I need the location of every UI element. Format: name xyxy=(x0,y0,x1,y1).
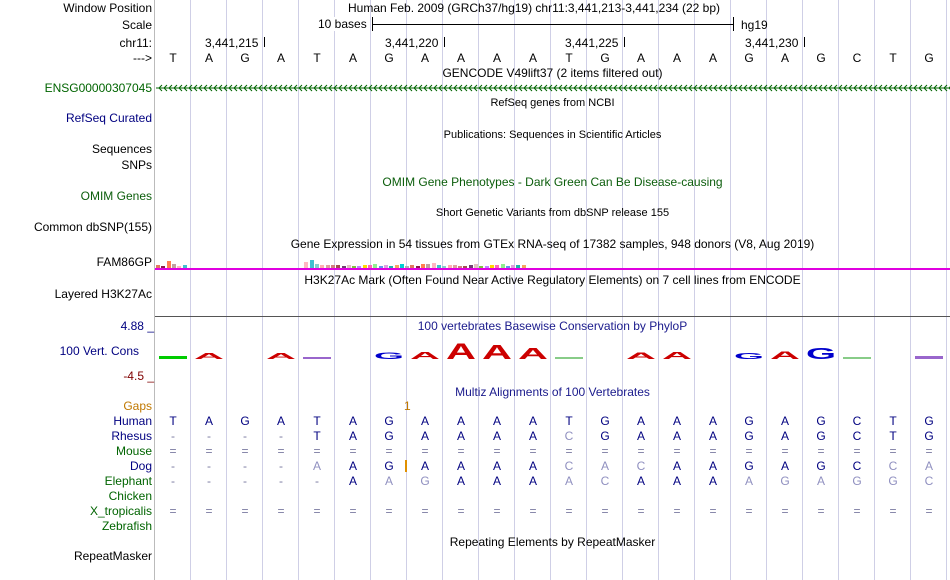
window-position-text: Human Feb. 2009 (GRCh37/hg19) chr11:3,441,213-3,441,234 (22 bp) xyxy=(348,1,721,15)
phylop-title: 100 vertebrates Basewise Conservation by PhyloP xyxy=(417,319,688,333)
sequence-base: A xyxy=(672,51,681,65)
sequence-base: A xyxy=(780,51,789,65)
alignment-base: = xyxy=(889,504,897,518)
alignment-base: = xyxy=(421,504,429,518)
gencode-label[interactable]: ENSG00000307045 xyxy=(44,81,152,95)
sequence-base: G xyxy=(744,51,754,65)
sequence-base: G xyxy=(816,51,826,65)
publications-label[interactable]: Sequences xyxy=(91,142,152,156)
gencode-gene-feature[interactable] xyxy=(156,82,950,94)
alignment-base: = xyxy=(529,444,537,458)
alignment-base: A xyxy=(348,474,357,488)
alignment-base: = xyxy=(349,504,357,518)
species-label[interactable]: X_tropicalis xyxy=(89,504,152,518)
alignment-base: A xyxy=(780,414,789,428)
alignment-base: - xyxy=(207,429,211,443)
alignment-base: G xyxy=(816,459,826,473)
sequence-base: A xyxy=(492,51,501,65)
alignment-base: A xyxy=(528,429,537,443)
alignment-base: G xyxy=(744,414,754,428)
alignment-base: = xyxy=(853,444,861,458)
alignment-base: G xyxy=(600,414,610,428)
alignment-base: C xyxy=(852,414,862,428)
phylop-logo-letter: A xyxy=(518,346,550,363)
alignment-base: A xyxy=(708,414,717,428)
alignment-base: = xyxy=(457,504,465,518)
strand-label: ---> xyxy=(133,51,152,65)
phylop-logo-letter: A xyxy=(662,351,692,362)
alignment-base: C xyxy=(852,429,862,443)
alignment-base: A xyxy=(348,429,357,443)
alignment-base: - xyxy=(315,474,319,488)
sequence-base: C xyxy=(852,51,862,65)
alignment-base: G xyxy=(384,429,394,443)
gaps-label: Gaps xyxy=(123,399,152,413)
scale-bar xyxy=(372,24,734,25)
alignment-base: G xyxy=(816,429,826,443)
alignment-base: A xyxy=(348,459,357,473)
gtex-title: Gene Expression in 54 tissues from GTEx RNA-seq of 17382 samples, 948 donors (V8, Aug 2019) xyxy=(290,237,815,251)
alignment-base: A xyxy=(420,414,429,428)
sequence-base: A xyxy=(204,51,213,65)
coord-tick-3 xyxy=(624,37,625,47)
sequence-base: A xyxy=(708,51,717,65)
scale-bar-text: 10 bases xyxy=(318,17,367,31)
alignment-base: = xyxy=(673,444,681,458)
alignment-base: = xyxy=(349,444,357,458)
alignment-base: A xyxy=(672,459,681,473)
alignment-base: A xyxy=(492,474,501,488)
alignment-base: = xyxy=(313,444,321,458)
alignment-base: - xyxy=(243,429,247,443)
coord-2: 3,441,220 xyxy=(385,36,439,50)
dbsnp-label[interactable]: Common dbSNP(155) xyxy=(33,220,152,234)
phylop-min: -4.5 _ xyxy=(123,369,154,383)
alignment-base: = xyxy=(817,504,825,518)
alignment-base: = xyxy=(565,444,573,458)
alignment-base: = xyxy=(277,444,285,458)
alignment-base: A xyxy=(672,414,681,428)
alignment-base: G xyxy=(384,414,394,428)
alignment-base: A xyxy=(780,459,789,473)
alignment-base: = xyxy=(529,504,537,518)
alignment-base: A xyxy=(312,459,321,473)
phylop-logo-bar xyxy=(915,356,943,359)
species-label[interactable]: Chicken xyxy=(108,489,152,503)
alignment-base: T xyxy=(565,414,573,428)
h3k27ac-title: H3K27Ac Mark (Often Found Near Active Regulatory Elements) on 7 cell lines from ENCODE xyxy=(304,273,801,287)
gtex-bar[interactable] xyxy=(310,260,314,268)
alignment-base: T xyxy=(313,429,321,443)
alignment-base: A xyxy=(600,459,609,473)
alignment-base: - xyxy=(171,474,175,488)
alignment-base: A xyxy=(456,459,465,473)
alignment-base: = xyxy=(709,504,717,518)
species-label[interactable]: Human xyxy=(113,414,152,428)
alignment-base: C xyxy=(636,459,646,473)
scale-label: Scale xyxy=(121,18,152,32)
phylop-logo-letter: A xyxy=(482,342,512,364)
alignment-base: = xyxy=(601,444,609,458)
alignment-base: T xyxy=(889,429,897,443)
phylop-label[interactable]: 100 Vert. Cons xyxy=(59,344,139,358)
alignment-base: = xyxy=(493,444,501,458)
sequence-base: A xyxy=(276,51,285,65)
species-label[interactable]: Zebrafish xyxy=(101,519,152,533)
alignment-base: = xyxy=(241,504,249,518)
alignment-base: A xyxy=(348,414,357,428)
alignment-base: A xyxy=(492,429,501,443)
alignment-base: = xyxy=(637,444,645,458)
alignment-base: A xyxy=(492,414,501,428)
phylop-logo xyxy=(155,340,950,364)
sequence-base: A xyxy=(348,51,357,65)
dbsnp-title: Short Genetic Variants from dbSNP release 155 xyxy=(435,207,670,219)
sequence-base: G xyxy=(924,51,934,65)
alignment-base: A xyxy=(456,474,465,488)
alignment-base: = xyxy=(745,444,753,458)
scale-bar-right xyxy=(733,17,734,31)
alignment-base: = xyxy=(457,444,465,458)
alignment-base: A xyxy=(636,429,645,443)
alignment-base: A xyxy=(204,414,213,428)
alignment-base: = xyxy=(565,504,573,518)
species-label[interactable]: Rhesus xyxy=(111,429,152,443)
alignment-base: G xyxy=(600,429,610,443)
phylop-max: 4.88 _ xyxy=(120,319,154,333)
alignment-base: A xyxy=(528,459,537,473)
alignment-base: = xyxy=(241,444,249,458)
alignment-base: C xyxy=(852,459,862,473)
sequence-base: A xyxy=(420,51,429,65)
alignment-base: T xyxy=(889,414,897,428)
alignment-base: C xyxy=(564,429,574,443)
alignment-base: C xyxy=(600,474,610,488)
alignment-base: = xyxy=(169,444,177,458)
coord-3: 3,441,225 xyxy=(565,36,619,50)
alignment-base: - xyxy=(207,474,211,488)
alignment-base: A xyxy=(780,429,789,443)
phylop-logo-letter: A xyxy=(626,351,659,361)
window-position-label: Window Position xyxy=(63,1,152,15)
refseq-label[interactable]: RefSeq Curated xyxy=(65,111,152,125)
alignment-base: - xyxy=(243,459,247,473)
alignment-base: A xyxy=(528,414,537,428)
sequence-base: G xyxy=(240,51,250,65)
alignment-base: C xyxy=(888,459,898,473)
sequence-base: G xyxy=(384,51,394,65)
assembly-label: hg19 xyxy=(741,18,768,32)
alignment-base: = xyxy=(601,504,609,518)
alignment-base: A xyxy=(384,474,393,488)
publications-title: Publications: Sequences in Scientific Articles xyxy=(443,129,662,141)
coord-tick-4 xyxy=(804,37,805,47)
alignment-base: = xyxy=(385,504,393,518)
phylop-logo-bar xyxy=(843,357,871,359)
alignment-base: A xyxy=(924,459,933,473)
phylop-logo-bar xyxy=(303,357,331,359)
alignment-base: = xyxy=(673,504,681,518)
alignment-base: - xyxy=(243,474,247,488)
phylop-logo-letter: G xyxy=(374,351,404,361)
phylop-logo-letter: G xyxy=(806,346,836,363)
sequence-base: T xyxy=(889,51,897,65)
alignment-base: = xyxy=(925,504,933,518)
alignment-base: - xyxy=(171,429,175,443)
alignment-base: A xyxy=(672,474,681,488)
alignment-base: A xyxy=(420,459,429,473)
sequence-base: A xyxy=(528,51,537,65)
alignment-base: = xyxy=(493,504,501,518)
coord-tick-1 xyxy=(264,37,265,47)
alignment-base: = xyxy=(781,504,789,518)
label-divider xyxy=(154,0,155,580)
repeatmasker-label[interactable]: RepeatMasker xyxy=(73,549,152,563)
alignment-base: A xyxy=(456,429,465,443)
sequence-base: T xyxy=(565,51,573,65)
alignment-base: C xyxy=(564,459,574,473)
alignment-base: A xyxy=(744,474,753,488)
sequence-base: G xyxy=(600,51,610,65)
alignment-base: = xyxy=(889,444,897,458)
alignment-base: = xyxy=(169,504,177,518)
alignment-base: = xyxy=(925,444,933,458)
alignment-base: A xyxy=(456,414,465,428)
gtex-bar[interactable] xyxy=(167,261,171,268)
phylop-logo-letter: A xyxy=(266,352,298,361)
alignment-base: A xyxy=(564,474,573,488)
h3k27ac-label[interactable]: Layered H3K27Ac xyxy=(54,287,152,301)
alignment-base: G xyxy=(384,459,394,473)
chrom-label: chr11: xyxy=(119,36,152,50)
sequence-base: T xyxy=(169,51,177,65)
alignment-base: = xyxy=(205,504,213,518)
phylop-logo-letter: A xyxy=(446,340,477,364)
alignment-base: = xyxy=(277,504,285,518)
species-label[interactable]: Dog xyxy=(129,459,152,473)
alignment-base: A xyxy=(420,429,429,443)
phylop-logo-bar xyxy=(555,357,583,359)
h3k27ac-top-line xyxy=(155,268,950,270)
gtex-label[interactable]: FAM86GP xyxy=(96,255,152,269)
coord-tick-2 xyxy=(444,37,445,47)
sequence-base: T xyxy=(313,51,321,65)
gaps-value: 1 xyxy=(404,399,411,413)
sequence-base: A xyxy=(456,51,465,65)
repeatmasker-title: Repeating Elements by RepeatMasker xyxy=(449,535,656,549)
alignment-base: C xyxy=(924,474,934,488)
alignment-base: = xyxy=(709,444,717,458)
species-label[interactable]: Mouse xyxy=(115,444,152,458)
sequence-base: A xyxy=(636,51,645,65)
omim-title: OMIM Gene Phenotypes - Dark Green Can Be Disease-causing xyxy=(382,175,723,189)
alignment-base: - xyxy=(171,459,175,473)
omim-label[interactable]: OMIM Genes xyxy=(80,189,152,203)
alignment-base: A xyxy=(708,429,717,443)
alignment-base: = xyxy=(313,504,321,518)
alignment-base: A xyxy=(636,414,645,428)
alignment-base: = xyxy=(205,444,213,458)
alignment-base: G xyxy=(240,414,250,428)
alignment-base: = xyxy=(817,444,825,458)
alignment-base: = xyxy=(745,504,753,518)
coord-1: 3,441,215 xyxy=(205,36,259,50)
alignment-base: T xyxy=(169,414,177,428)
alignment-base: G xyxy=(816,414,826,428)
alignment-base: = xyxy=(781,444,789,458)
multiz-title: Multiz Alignments of 100 Vertebrates xyxy=(455,385,650,399)
alignment-base: - xyxy=(279,474,283,488)
alignment-base: A xyxy=(528,474,537,488)
alignment-base: G xyxy=(780,474,790,488)
gencode-title: GENCODE V49lift37 (2 items filtered out) xyxy=(442,66,663,80)
refseq-title: RefSeq genes from NCBI xyxy=(490,97,615,109)
coord-4: 3,441,230 xyxy=(745,36,799,50)
phylop-logo-bar xyxy=(159,356,187,359)
alignment-base: A xyxy=(276,414,285,428)
phylop-logo-letter: A xyxy=(770,350,801,362)
alignment-base: = xyxy=(853,504,861,518)
alignment-base: G xyxy=(744,429,754,443)
alignment-base: = xyxy=(637,504,645,518)
species-label[interactable]: Elephant xyxy=(104,474,152,488)
alignment-base: G xyxy=(924,414,934,428)
alignment-base: G xyxy=(924,429,934,443)
phylop-logo-letter: A xyxy=(410,351,440,362)
alignment-base: = xyxy=(421,444,429,458)
phylop-logo-letter: G xyxy=(734,352,764,361)
h3k27ac-baseline xyxy=(155,316,950,317)
alignment-base: A xyxy=(492,459,501,473)
alignment-base: T xyxy=(313,414,321,428)
snps-label[interactable]: SNPs xyxy=(121,158,152,172)
alignment-base: = xyxy=(385,444,393,458)
alignment-base: - xyxy=(279,429,283,443)
phylop-logo-letter: A xyxy=(194,352,226,361)
alignment-base: A xyxy=(708,474,717,488)
alignment-base: G xyxy=(744,459,754,473)
alignment-base: G xyxy=(420,474,430,488)
alignment-base: - xyxy=(207,459,211,473)
alignment-base: A xyxy=(816,474,825,488)
alignment-base: A xyxy=(672,429,681,443)
alignment-base: - xyxy=(279,459,283,473)
alignment-base: G xyxy=(852,474,862,488)
alignment-base: A xyxy=(636,474,645,488)
alignment-base: G xyxy=(888,474,898,488)
alignment-base: A xyxy=(708,459,717,473)
